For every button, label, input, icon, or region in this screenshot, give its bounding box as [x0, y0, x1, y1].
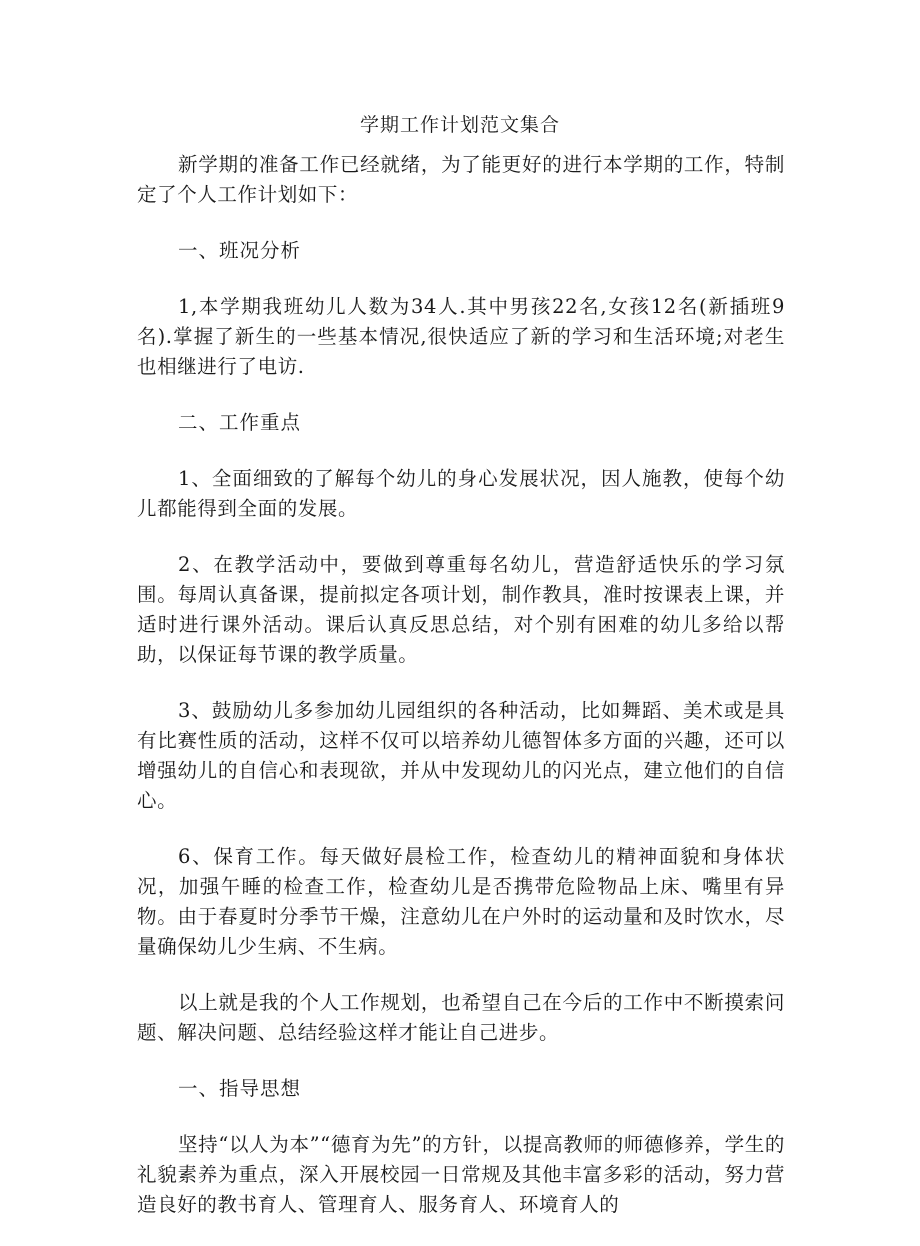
- intro-paragraph: 新学期的准备工作已经就绪，为了能更好的进行本学期的工作，特制定了个人工作计划如下：: [137, 153, 785, 206]
- guiding-ideology-paragraph: 坚持“以人为本”“德育为先”的方针，以提高教师的师德修养，学生的礼貌素养为重点，深入开展校园一日常规及其他丰富多彩的活动，努力营造良好的教书育人、管理育人、服务育人、环境育人的: [137, 1133, 785, 1216]
- class-analysis-paragraph: 1,本学期我班幼儿人数为34人.其中男孩22名,女孩12名(新插班9名).掌握了新生的一些基本情况,很快适应了新的学习和生活环境;对老生也相继进行了电访.: [137, 295, 785, 378]
- section-heading-guiding-ideology: 一、指导思想: [178, 1077, 302, 1100]
- section-heading-work-focus: 二、工作重点: [178, 411, 302, 434]
- work-focus-item-2: 2、在教学活动中，要做到尊重每名幼儿，营造舒适快乐的学习氛围。每周认真备课，提前拟定各项计划，制作教具，准时按课表上课，并适时进行课外活动。课后认真反思总结，对个别有困难的幼儿多给以帮助，以保证每节课的教学质量。: [137, 553, 785, 666]
- document-title: 学期工作计划范文集合: [359, 114, 560, 136]
- work-focus-item-3: 3、鼓励幼儿多参加幼儿园组织的各种活动，比如舞蹈、美术或是具有比赛性质的活动，这样不仅可以培养幼儿德智体多方面的兴趣，还可以增强幼儿的自信心和表现欲，并从中发现幼儿的闪光点，建立他们的自信心。: [137, 699, 785, 812]
- work-focus-item-1: 1、全面细致的了解每个幼儿的身心发展状况，因人施教，使每个幼儿都能得到全面的发展。: [137, 467, 785, 520]
- closing-paragraph: 以上就是我的个人工作规划，也希望自己在今后的工作中不断摸索问题、解决问题、总结经验这样才能让自己进步。: [137, 991, 785, 1044]
- section-heading-class-analysis: 一、班况分析: [178, 239, 302, 262]
- document-body: [137, 150, 785, 1246]
- work-focus-item-6: 6、保育工作。每天做好晨检工作，检查幼儿的精神面貌和身体状况，加强午睡的检查工作，检查幼儿是否携带危险物品上床、嘴里有异物。由于春夏时分季节干燥，注意幼儿在户外时的运动量和及时饮水，尽量确保幼儿少生病、不生病。: [137, 845, 785, 958]
